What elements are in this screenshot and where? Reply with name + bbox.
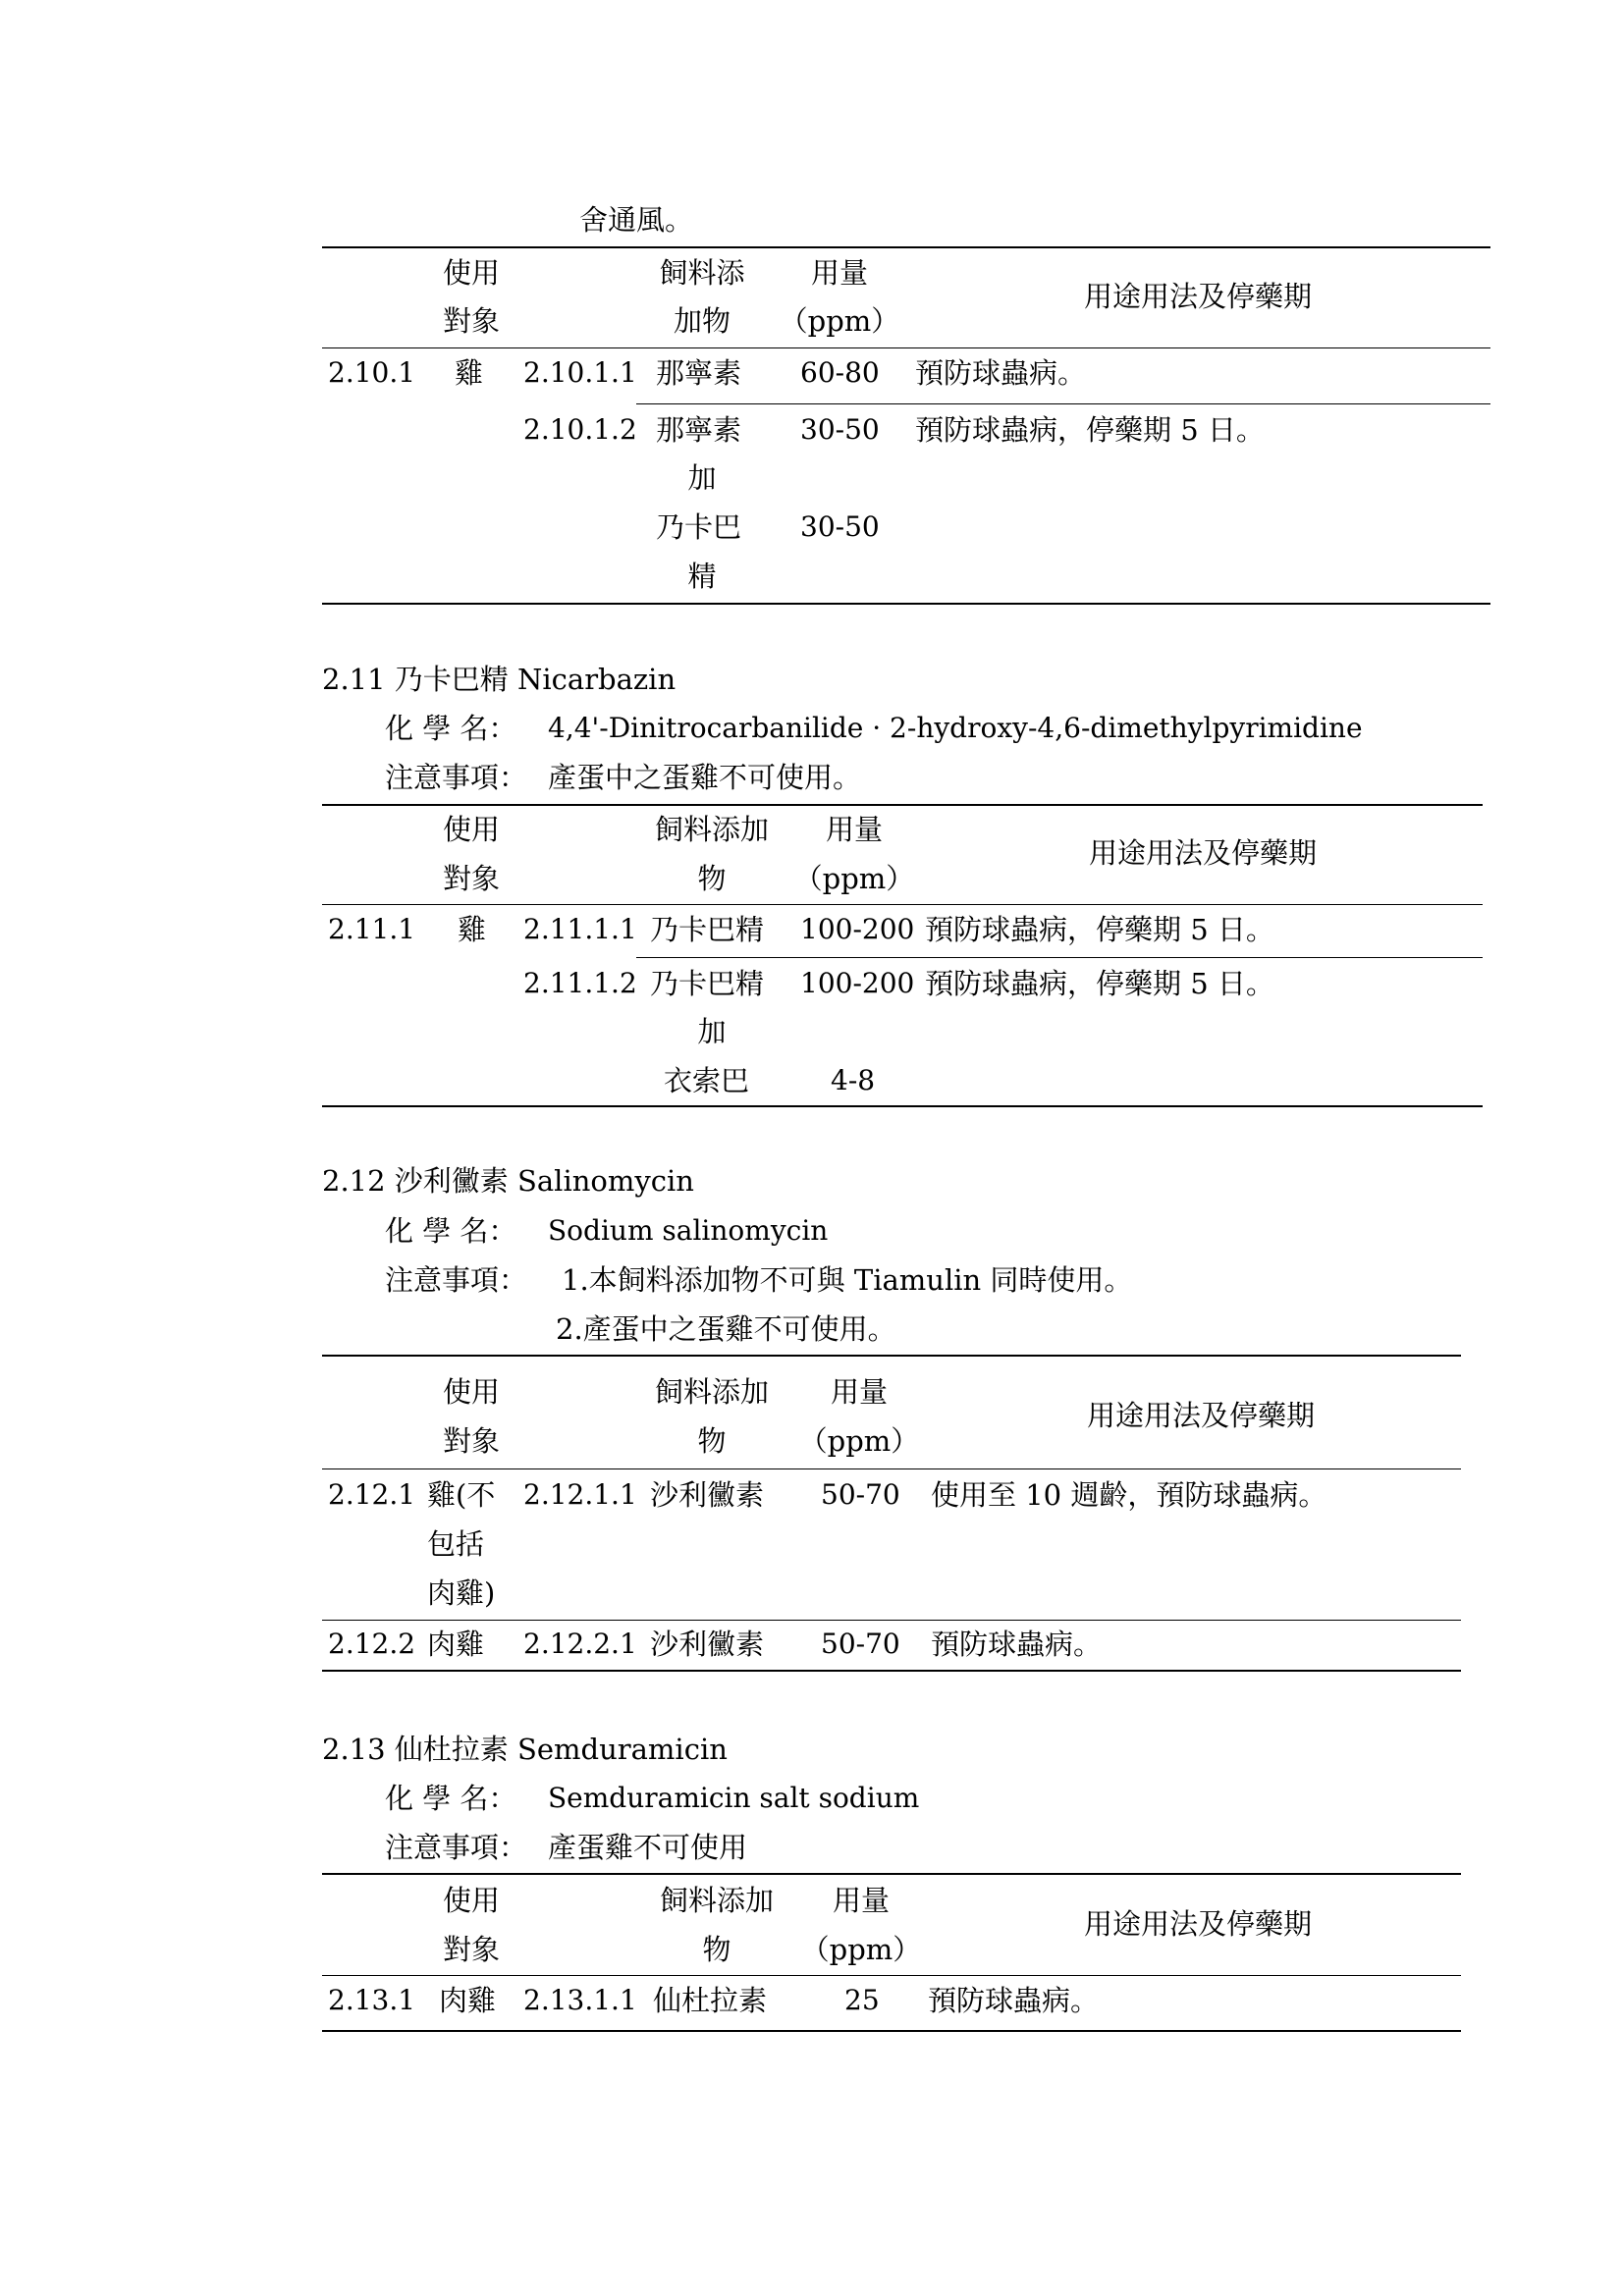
row-additive: 那寧素	[656, 413, 742, 447]
row-usage: 預防球蟲病。	[915, 356, 1087, 390]
row-connector: 加	[697, 1015, 727, 1048]
header-target-2: 對象	[442, 862, 500, 895]
row-dose: 50-70	[821, 1478, 900, 1511]
row-usage: 預防球蟲病，停藥期 5 日。	[925, 913, 1274, 946]
header-dose-2: （ppm）	[779, 304, 900, 338]
chem-label: 化 學 名：	[385, 1782, 517, 1815]
row-no: 2.10.1	[328, 356, 416, 389]
header-dose-1: 用量	[830, 1375, 888, 1409]
table-bottom-rule	[322, 603, 1490, 605]
note-label: 注意事項：	[385, 1263, 528, 1297]
table-top-rule	[322, 804, 1483, 806]
row-dose-2: 30-50	[800, 510, 880, 543]
row-sub: 2.10.1.1	[523, 356, 637, 389]
row-sub: 2.10.1.2	[523, 413, 637, 446]
row-target: 雞(不	[427, 1478, 496, 1512]
header-dose-2: （ppm）	[798, 1424, 920, 1458]
header-usage: 用途用法及停藥期	[1086, 1399, 1315, 1432]
row-additive: 那寧素	[656, 356, 742, 390]
note-value: 產蛋雞不可使用	[548, 1831, 748, 1864]
chem-label: 化 學 名：	[385, 712, 517, 745]
header-additive-2: 物	[702, 1933, 731, 1966]
section-heading: 2.13 仙杜拉素 Semduramicin	[322, 1733, 728, 1766]
row-dose-2: 4-8	[831, 1064, 876, 1096]
chem-value: 4,4'-Dinitrocarbanilide · 2-hydroxy-4,6-dimethylpyrimidine	[548, 712, 1363, 744]
header-dose-2: （ppm）	[800, 1933, 922, 1966]
note-label: 注意事項：	[385, 1831, 528, 1864]
row-additive: 乃卡巴精	[650, 913, 765, 946]
row-usage: 預防球蟲病。	[928, 1984, 1100, 2017]
sub-row-rule	[636, 957, 1483, 958]
row-usage: 預防球蟲病，停藥期 5 日。	[925, 967, 1274, 1000]
header-target-2: 對象	[442, 1424, 500, 1458]
intro-text: 舍通風。	[579, 203, 694, 237]
header-usage: 用途用法及停藥期	[1083, 280, 1312, 313]
table-bottom-rule	[322, 1105, 1483, 1107]
header-additive-2: 加物	[673, 304, 731, 338]
header-rule	[322, 1975, 1461, 1976]
header-additive-1: 飼料添加	[654, 1375, 769, 1409]
chem-value: Sodium salinomycin	[548, 1214, 829, 1247]
row-dose: 100-200	[800, 967, 915, 999]
row-target: 肉雞	[439, 1984, 497, 2017]
row-sub: 2.12.1.1	[523, 1478, 637, 1511]
header-target-2: 對象	[442, 304, 500, 338]
row-usage: 預防球蟲病，停藥期 5 日。	[915, 413, 1265, 447]
section-heading: 2.11 乃卡巴精 Nicarbazin	[322, 663, 677, 696]
row-target: 肉雞	[427, 1628, 485, 1661]
row-sub: 2.13.1.1	[523, 1984, 637, 2016]
row-additive: 乃卡巴精	[650, 967, 765, 1000]
row-target: 包括	[427, 1527, 485, 1561]
header-usage: 用途用法及停藥期	[1083, 1907, 1312, 1941]
section-heading: 2.12 沙利黴素 Salinomycin	[322, 1164, 694, 1198]
sub-row-rule	[636, 403, 1490, 404]
header-dose-1: 用量	[832, 1884, 890, 1917]
table-top-rule	[322, 1355, 1461, 1357]
header-additive-1: 飼料添	[659, 256, 745, 290]
row-dose: 30-50	[800, 413, 880, 446]
header-rule	[322, 904, 1483, 905]
header-rule	[322, 347, 1490, 348]
row-usage: 使用至 10 週齡，預防球蟲病。	[931, 1478, 1327, 1512]
row-additive: 沙利黴素	[650, 1628, 765, 1661]
row-target: 雞	[458, 913, 487, 946]
row-sub: 2.11.1.2	[523, 967, 637, 999]
table-bottom-rule	[322, 2030, 1461, 2032]
row-additive: 沙利黴素	[650, 1478, 765, 1512]
row-target: 雞	[455, 356, 484, 390]
header-usage: 用途用法及停藥期	[1088, 836, 1317, 870]
header-additive-2: 物	[697, 862, 727, 895]
row-sub: 2.11.1.1	[523, 913, 637, 945]
header-target-2: 對象	[442, 1933, 500, 1966]
chem-label: 化 學 名：	[385, 1214, 517, 1248]
row-target: 肉雞)	[427, 1576, 496, 1610]
row-additive-2: 衣索巴	[664, 1064, 750, 1097]
row-dose: 60-80	[800, 356, 880, 389]
header-rule	[322, 1468, 1461, 1469]
row-no: 2.12.1	[328, 1478, 416, 1511]
header-dose-2: （ppm）	[793, 862, 915, 895]
row-usage: 預防球蟲病。	[931, 1628, 1103, 1661]
row-additive: 仙杜拉素	[653, 1984, 768, 2017]
row-dose: 25	[844, 1984, 880, 2016]
header-target-1: 使用	[442, 813, 500, 846]
row-no: 2.13.1	[328, 1984, 416, 2016]
header-additive-1: 飼料添加	[659, 1884, 774, 1917]
row-additive-2: 乃卡巴	[656, 510, 742, 544]
chem-value: Semduramicin salt sodium	[548, 1782, 920, 1814]
header-target-1: 使用	[442, 256, 500, 290]
table-bottom-rule	[322, 1670, 1461, 1672]
note-item-1: 1.本飼料添加物不可與 Tiamulin 同時使用。	[562, 1263, 1133, 1297]
row-sub: 2.12.2.1	[523, 1628, 637, 1660]
header-target-1: 使用	[442, 1884, 500, 1917]
note-item-2: 2.產蛋中之蛋雞不可使用。	[556, 1312, 896, 1346]
row-dose: 50-70	[821, 1628, 900, 1660]
header-target-1: 使用	[442, 1375, 500, 1409]
header-additive-1: 飼料添加	[654, 813, 769, 846]
row-no: 2.11.1	[328, 913, 416, 945]
row-no: 2.12.2	[328, 1628, 416, 1660]
note-value: 產蛋中之蛋雞不可使用。	[548, 761, 862, 794]
row-dose: 100-200	[800, 913, 915, 945]
note-label: 注意事項：	[385, 761, 528, 794]
header-dose-1: 用量	[810, 256, 868, 290]
header-dose-1: 用量	[825, 813, 883, 846]
row-connector: 加	[687, 461, 717, 495]
header-additive-2: 物	[697, 1424, 727, 1458]
table-top-rule	[322, 246, 1490, 248]
table-top-rule	[322, 1873, 1461, 1875]
row-additive-2-cont: 精	[687, 560, 717, 593]
row-rule	[322, 1620, 1461, 1621]
